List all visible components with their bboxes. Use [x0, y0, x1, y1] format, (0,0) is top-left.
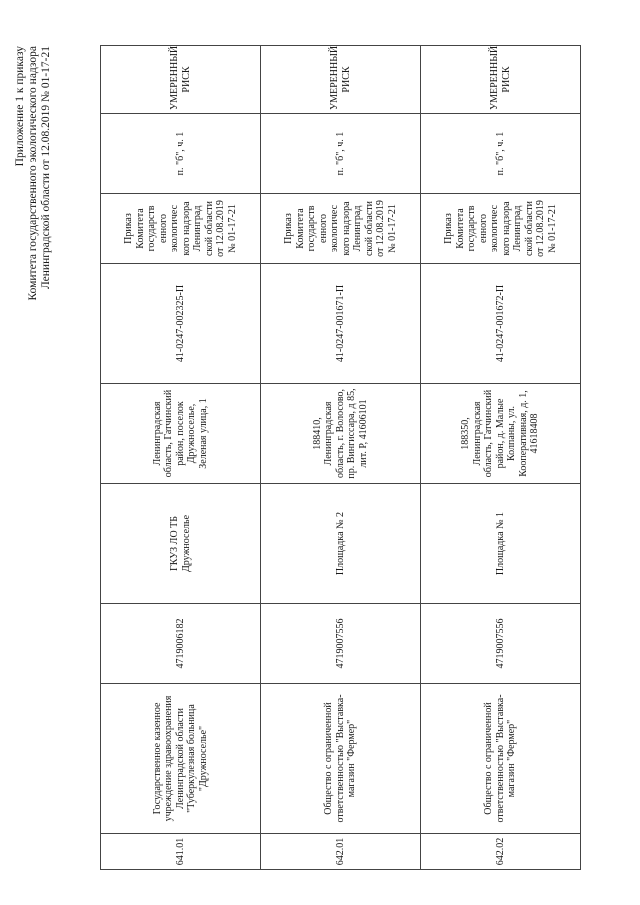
law-paragraph: п. "б", ч. 1 — [101, 114, 261, 194]
risk-category: УМЕРЕННЫЙ РИСК — [261, 46, 421, 114]
object-code: 41-0247-001671-П — [261, 264, 421, 384]
row-number: 642.01 — [261, 834, 421, 870]
object-name: ГКУЗ ЛО ТБ Дружноселье — [101, 484, 261, 604]
object-code: 41-0247-002325-П — [101, 264, 261, 384]
organization-name: Государственное казенное учреждение здравоохранения Ленинградской области "Туберкулезная больница "Дружноселье" — [101, 684, 261, 834]
row-number: 642.02 — [421, 834, 581, 870]
risk-category: УМЕРЕННЫЙ РИСК — [101, 46, 261, 114]
registry-table — [100, 45, 581, 870]
law-paragraph: п. "б", ч. 1 — [421, 114, 581, 194]
object-code: 41-0247-001672-П — [421, 264, 581, 384]
header-line-1: Приложение 1 к приказу — [14, 46, 26, 167]
order-reference: Приказ Комитета государств енного экологичес кого надзора Ленинград ской области от 12.08.2019 № 01-17-21 — [421, 194, 581, 264]
organization-name: Общество с ограниченной ответственностью "Выставка-магазин "Фермер" — [261, 684, 421, 834]
row-number: 641.01 — [101, 834, 261, 870]
organization-name: Общество с ограниченной ответственностью "Выставка-магазин "Фермер" — [421, 684, 581, 834]
inn-value: 4719007556 — [261, 604, 421, 684]
object-address: 188410, Ленинградская область, г. Волосово, пр. Вингиссара, д 85, лит. Р, 41606101 — [261, 384, 421, 484]
header-line-3: Ленинградской области от 12.08.2019 № 01-17-21 — [40, 46, 52, 290]
inn-value: 4719006182 — [101, 604, 261, 684]
table-row — [261, 46, 421, 870]
law-paragraph: п. "б", ч. 1 — [261, 114, 421, 194]
object-address: 188350, Ленинградская область, Гатчинский район, д. Малые Колпаны, ул. Кооперативная, д. 1, 41618408 — [421, 384, 581, 484]
object-address: Ленинградская область, Гатчинский район, поселок Дружноселье, Зеленая улица, 1 — [101, 384, 261, 484]
table-row — [421, 46, 581, 870]
risk-category: УМЕРЕННЫЙ РИСК — [421, 46, 581, 114]
order-reference: Приказ Комитета государств енного экологичес кого надзора Ленинград ской области от 12.08.2019 № 01-17-21 — [101, 194, 261, 264]
inn-value: 4719007556 — [421, 604, 581, 684]
table-row — [101, 46, 261, 870]
header-line-2: Комитета государственного экологического надзора — [27, 46, 39, 301]
rotated-page — [0, 28, 640, 888]
object-name: Площадка № 2 — [261, 484, 421, 604]
order-reference: Приказ Комитета государств енного экологичес кого надзора Ленинград ской области от 12.08.2019 № 01-17-21 — [261, 194, 421, 264]
document-header — [14, 46, 53, 301]
object-name: Площадка № 1 — [421, 484, 581, 604]
